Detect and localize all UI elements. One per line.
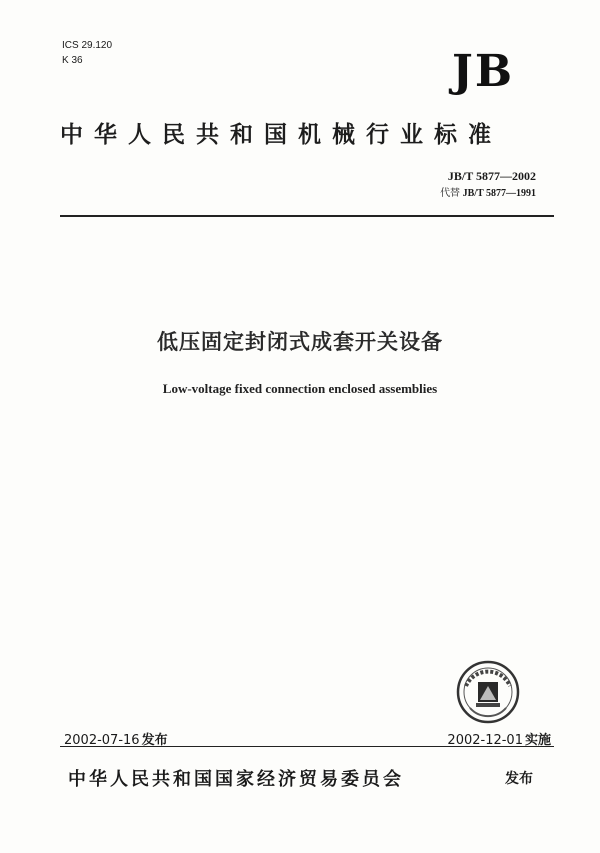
document-title-cn: 低压固定封闭式成套开关设备 xyxy=(157,330,443,354)
replaces-prefix: 代替 xyxy=(440,188,461,199)
footer-divider xyxy=(60,746,554,747)
replaces-number: JB/T 5877—1991 xyxy=(462,188,536,199)
document-title-en: Low-voltage fixed connection enclosed assemblies xyxy=(162,381,438,396)
issuer-label: 发布 xyxy=(505,771,533,787)
effective-date-value: 2002-12-01 xyxy=(447,733,523,748)
classification-codes xyxy=(62,38,112,68)
standard-number-block xyxy=(440,168,536,202)
issue-date-value: 2002-07-16 xyxy=(64,733,140,748)
class-code: K 36 xyxy=(62,55,83,66)
official-seal-icon xyxy=(456,660,520,724)
standard-number: JB/T 5877—2002 xyxy=(447,169,536,183)
issue-date-label: 发布 xyxy=(141,733,168,748)
header-divider xyxy=(60,215,554,217)
ics-code: ICS 29.120 xyxy=(62,40,113,51)
effective-date-label: 实施 xyxy=(524,733,551,748)
standard-category-title: 中华人民共和国机械行业标准 xyxy=(60,122,502,148)
jb-logo: JB xyxy=(452,46,515,97)
replaces-line xyxy=(440,185,536,202)
issuing-authority: 中华人民共和国国家经济贸易委员会 xyxy=(68,769,404,790)
